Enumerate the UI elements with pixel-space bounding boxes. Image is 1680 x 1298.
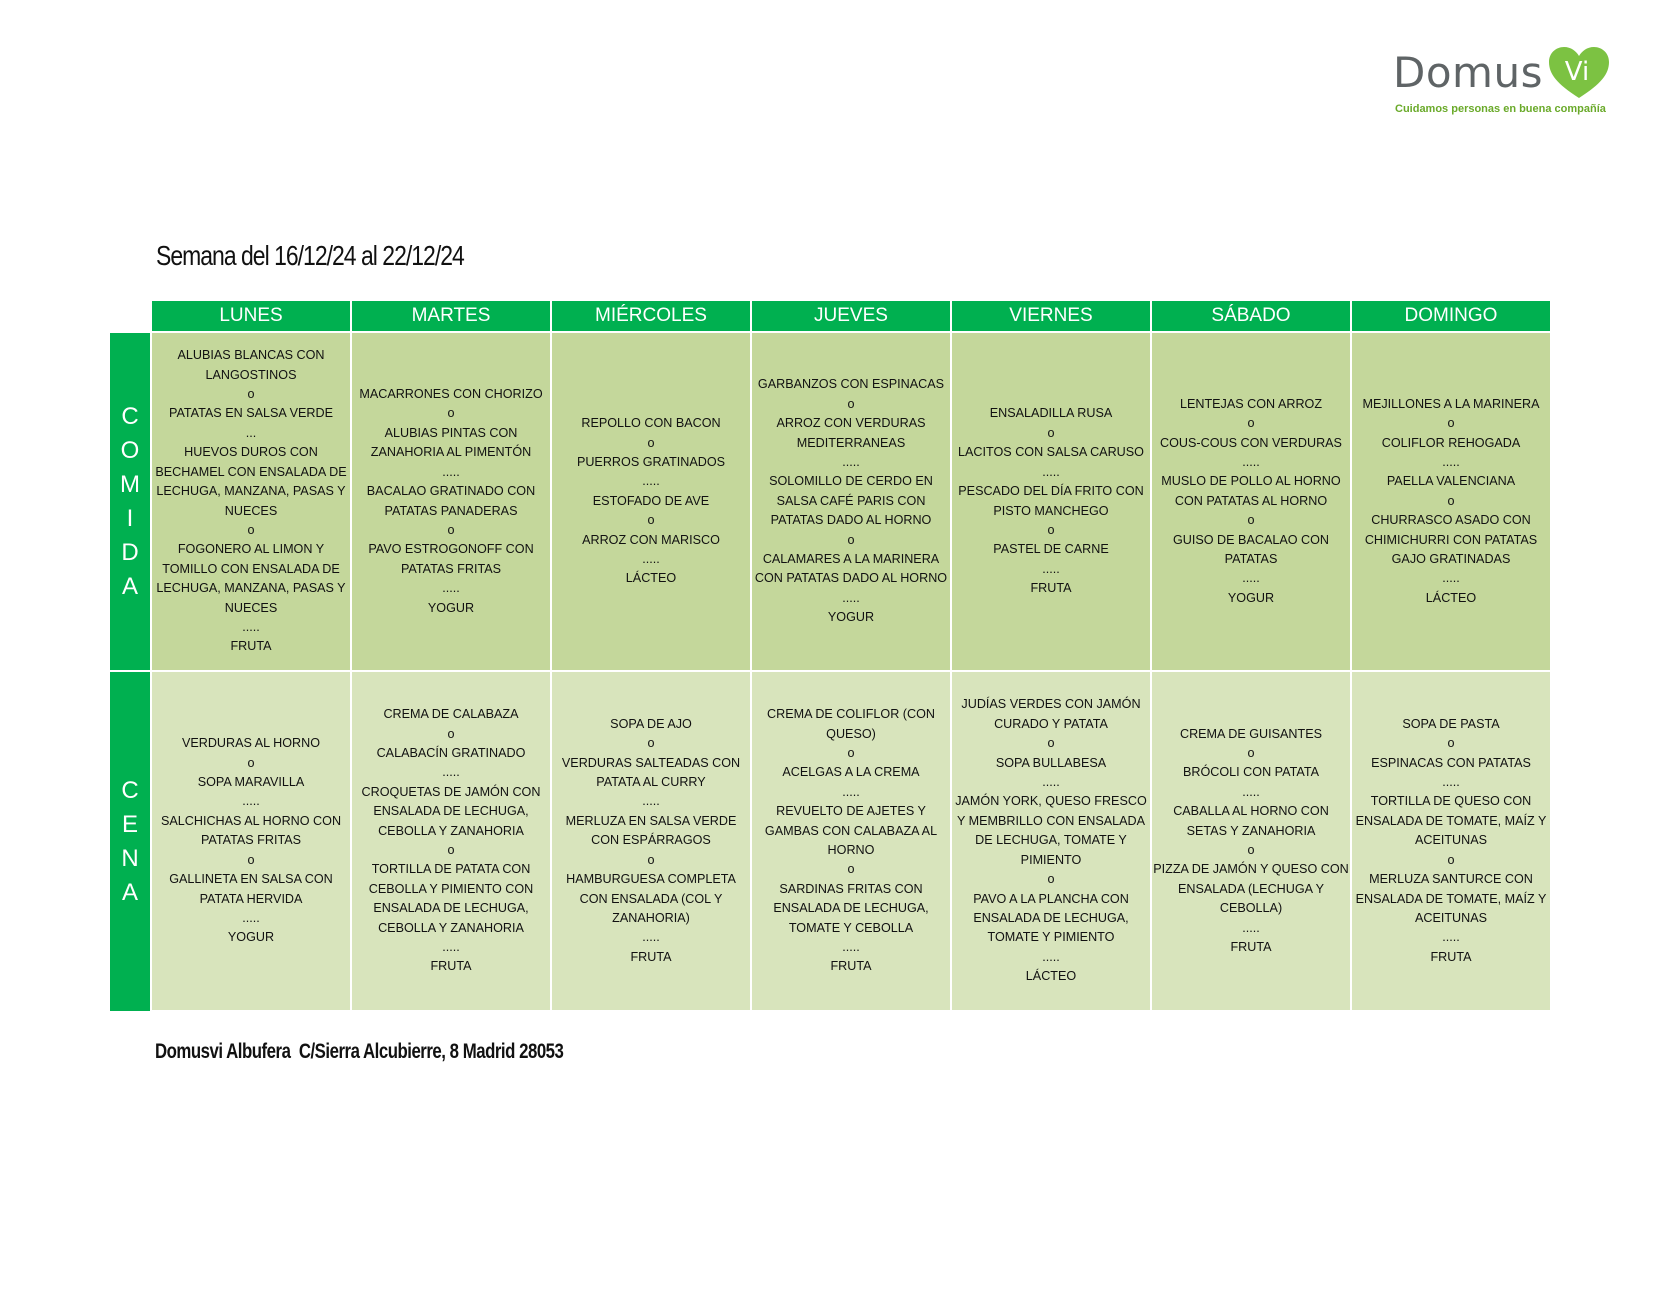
menu-line: ..... — [242, 794, 260, 809]
menu-line: ..... — [1242, 920, 1260, 935]
meal-label-letter: N — [121, 844, 139, 872]
menu-cell-cena-friday — [951, 671, 1151, 1011]
menu-line: TORTILLA DE PATATA CON CEBOLLA Y PIMIENTO CON ENSALADA DE LECHUGA, CEBOLLA Y ZANAHORIA — [368, 862, 534, 935]
menu-line: LÁCTEO — [1425, 590, 1477, 605]
menu-line: MERLUZA SANTURCE CON ENSALADA DE TOMATE, MAÍZ Y ACEITUNAS — [1355, 872, 1547, 925]
menu-line: CALAMARES A LA MARINERA CON PATATAS DADO AL HORNO — [754, 552, 948, 586]
menu-line: PESCADO DEL DÍA FRITO CON PISTO MANCHEGO — [958, 484, 1144, 518]
menu-line: YOGUR — [827, 610, 875, 625]
meal-label-letter: A — [121, 572, 138, 600]
menu-line: PAELLA VALENCIANA — [1386, 474, 1516, 489]
menu-cell-cena-wednesday — [551, 671, 751, 1011]
menu-line: PIZZA DE JAMÓN Y QUESO CON ENSALADA (LECHUGA Y CEBOLLA) — [1153, 862, 1349, 916]
menu-line: ..... — [1442, 571, 1460, 586]
menu-line: YOGUR — [427, 600, 475, 615]
menu-line: TORTILLA DE QUESO CON ENSALADA DE TOMATE, MAÍZ Y ACEITUNAS — [1355, 794, 1547, 848]
menu-line: LACITOS CON SALSA CARUSO — [958, 445, 1144, 460]
menu-line: CREMA DE COLIFLOR (CON QUESO) — [767, 707, 935, 741]
menu-line: o — [1447, 852, 1455, 867]
menu-line: ..... — [1042, 464, 1060, 479]
menu-line: ..... — [1042, 561, 1060, 576]
menu-line: o — [247, 522, 255, 537]
menu-line: o — [847, 745, 855, 760]
menu-line: GALLINETA EN SALSA CON PATATA HERVIDA — [169, 872, 333, 906]
menu-line: o — [1247, 745, 1255, 760]
menu-line: ..... — [1442, 930, 1460, 945]
menu-line: CABALLA AL HORNO CON SETAS Y ZANAHORIA — [1173, 804, 1329, 838]
menu-line: FRUTA — [430, 959, 472, 974]
menu-line: SALCHICHAS AL HORNO CON PATATAS FRITAS — [160, 813, 342, 848]
menu-line: LÁCTEO — [1025, 969, 1077, 984]
menu-line: JAMÓN YORK, QUESO FRESCO Y MEMBRILLO CON ENSALADA DE LECHUGA, TOMATE Y PIMIENTO — [955, 794, 1147, 867]
meal-label-comida — [110, 332, 151, 671]
menu-line: COUS-COUS CON VERDURAS — [1160, 435, 1342, 450]
menu-cell-comida-tuesday — [351, 332, 551, 671]
meal-label-letter: D — [121, 538, 139, 566]
day-header-friday: VIERNES — [951, 301, 1151, 332]
logo-heart-letters: Vi — [1564, 57, 1590, 87]
menu-line: o — [447, 726, 455, 741]
meal-label-letter: C — [121, 776, 139, 804]
menu-line: PATATAS EN SALSA VERDE — [169, 406, 333, 421]
menu-line: FOGONERO AL LIMON Y TOMILLO CON ENSALADA DE LECHUGA, MANZANA, PASAS Y NUECES — [156, 542, 346, 615]
menu-line: ..... — [1242, 784, 1260, 799]
menu-line: PAVO A LA PLANCHA CON ENSALADA DE LECHUGA, TOMATE Y PIMIENTO — [973, 891, 1129, 945]
menu-line: CREMA DE CALABAZA — [383, 707, 519, 722]
menu-line: ACELGAS A LA CREMA — [782, 765, 920, 780]
domusvi-logo — [1393, 42, 1623, 122]
menu-line: ALUBIAS BLANCAS CON LANGOSTINOS — [177, 348, 325, 382]
weekly-menu-table — [110, 301, 1552, 1012]
menu-line: VERDURAS AL HORNO — [181, 736, 321, 751]
meal-label-letter: I — [126, 504, 134, 532]
menu-line: o — [647, 435, 655, 450]
menu-cell-comida-friday — [951, 332, 1151, 671]
menu-line: COLIFLOR REHOGADA — [1381, 435, 1521, 450]
menu-line: ..... — [1042, 949, 1060, 964]
menu-line: VERDURAS SALTEADAS CON PATATA AL CURRY — [561, 755, 741, 790]
menu-cell-comida-wednesday — [551, 332, 751, 671]
meal-label-letter: C — [121, 402, 139, 430]
menu-line: CROQUETAS DE JAMÓN CON ENSALADA DE LECHUGA, CEBOLLA Y ZANAHORIA — [361, 784, 541, 838]
menu-line: ..... — [842, 590, 860, 605]
menu-line: GARBANZOS CON ESPINACAS — [757, 377, 945, 392]
menu-line: ..... — [442, 940, 460, 955]
menu-line: ALUBIAS PINTAS CON ZANAHORIA AL PIMENTÓN — [370, 425, 532, 460]
menu-line: o — [1447, 736, 1455, 751]
menu-line: ..... — [442, 464, 460, 479]
menu-line: ..... — [642, 794, 660, 809]
menu-line: FRUTA — [830, 959, 872, 974]
menu-line: REVUELTO DE AJETES Y GAMBAS CON CALABAZA AL HORNO — [764, 804, 938, 857]
menu-line: o — [247, 852, 255, 867]
menu-line: o — [847, 532, 855, 547]
menu-line: LÁCTEO — [625, 571, 677, 586]
menu-cell-cena-tuesday — [351, 671, 551, 1011]
menu-line: PASTEL DE CARNE — [993, 542, 1109, 557]
meal-label-letter: E — [121, 810, 138, 838]
menu-line: SOPA MARAVILLA — [197, 775, 305, 790]
menu-line: ARROZ CON MARISCO — [582, 532, 720, 547]
page-title: Semana del 16/12/24 al 22/12/24 — [156, 240, 464, 271]
menu-line: o — [1047, 425, 1055, 440]
menu-line: MUSLO DE POLLO AL HORNO CON PATATAS AL HORNO — [1161, 474, 1341, 508]
menu-cell-cena-saturday — [1151, 671, 1351, 1011]
menu-line: GUISO DE BACALAO CON PATATAS — [1172, 532, 1330, 567]
menu-line: ... — [245, 425, 257, 440]
menu-line: o — [1247, 416, 1255, 431]
day-header-wednesday: MIÉRCOLES — [551, 301, 751, 332]
menu-line: o — [447, 843, 455, 857]
menu-line: SOLOMILLO DE CERDO EN SALSA CAFÉ PARIS CON PATATAS DADO AL HORNO — [769, 474, 933, 528]
menu-line: o — [647, 513, 655, 528]
menu-line: MERLUZA EN SALSA VERDE CON ESPÁRRAGOS — [565, 813, 737, 848]
menu-line: ..... — [642, 930, 660, 945]
menu-cell-cena-thursday — [751, 671, 951, 1011]
menu-line: o — [1247, 843, 1255, 857]
menu-line: ..... — [842, 454, 860, 469]
menu-line: o — [1247, 513, 1255, 528]
day-header-tuesday: MARTES — [351, 301, 551, 332]
meal-label-letter: O — [120, 436, 140, 464]
menu-line: MACARRONES CON CHORIZO — [359, 387, 543, 402]
footer-address: Domusvi Albufera C/Sierra Alcubierre, 8 Madrid 28053 — [155, 1040, 564, 1063]
menu-line: o — [647, 736, 655, 751]
day-header-monday: LUNES — [151, 301, 351, 332]
menu-line: ..... — [1242, 454, 1260, 469]
menu-line: ..... — [442, 581, 460, 596]
menu-line: o — [1447, 416, 1455, 431]
menu-line: o — [847, 862, 855, 877]
meal-label-cena — [110, 671, 151, 1011]
table-corner — [110, 301, 151, 332]
menu-line: JUDÍAS VERDES CON JAMÓN CURADO Y PATATA — [961, 697, 1141, 731]
menu-line: ESTOFADO DE AVE — [592, 493, 710, 508]
menu-line: ENSALADILLA RUSA — [989, 406, 1113, 421]
menu-cell-cena-sunday — [1351, 671, 1551, 1011]
menu-line: ..... — [1442, 775, 1460, 790]
meal-row-cena — [110, 671, 1551, 1011]
menu-line: FRUTA — [630, 949, 672, 964]
menu-line: o — [847, 396, 855, 411]
menu-line: FRUTA — [1430, 949, 1472, 964]
menu-cell-comida-monday — [151, 332, 351, 671]
menu-line: HAMBURGUESA COMPLETA CON ENSALADA (COL Y ZANAHORIA) — [566, 872, 736, 925]
menu-line: ..... — [642, 474, 660, 489]
menu-line: CALABACÍN GRATINADO — [376, 745, 526, 760]
day-header-sunday: DOMINGO — [1351, 301, 1551, 332]
menu-cell-comida-sunday — [1351, 332, 1551, 671]
day-header-row — [110, 301, 1551, 332]
logo-wordmark: Domus — [1393, 48, 1543, 97]
menu-line: BACALAO GRATINADO CON PATATAS PANADERAS — [366, 484, 536, 518]
menu-line: SARDINAS FRITAS CON ENSALADA DE LECHUGA, TOMATE Y CEBOLLA — [773, 881, 929, 935]
menu-line: o — [1047, 872, 1055, 887]
menu-line: PAVO ESTROGONOFF CON PATATAS FRITAS — [368, 542, 534, 576]
menu-line: ..... — [842, 784, 860, 799]
menu-line: ..... — [442, 765, 460, 780]
menu-line: o — [1047, 736, 1055, 751]
menu-line: FRUTA — [230, 639, 272, 654]
menu-line: o — [447, 406, 455, 421]
menu-line: CREMA DE GUISANTES — [1179, 726, 1323, 741]
menu-line: o — [247, 387, 255, 402]
menu-line: ..... — [1442, 454, 1460, 469]
day-header-saturday: SÁBADO — [1151, 301, 1351, 332]
menu-line: PUERROS GRATINADOS — [576, 454, 726, 469]
menu-line: SOPA BULLABESA — [995, 755, 1107, 770]
menu-line: ESPINACAS CON PATATAS — [1371, 755, 1531, 770]
menu-line: ..... — [242, 619, 260, 634]
menu-line: LENTEJAS CON ARROZ — [1179, 396, 1323, 411]
menu-line: ..... — [242, 910, 260, 925]
menu-line: o — [447, 522, 455, 537]
menu-line: MEJILLONES A LA MARINERA — [1362, 396, 1540, 411]
menu-line: YOGUR — [1227, 590, 1275, 605]
menu-line: o — [1047, 522, 1055, 537]
menu-line: o — [247, 755, 255, 770]
menu-line: ..... — [842, 940, 860, 955]
menu-line: YOGUR — [227, 930, 275, 945]
meal-label-letter: M — [120, 470, 140, 498]
menu-line: HUEVOS DUROS CON BECHAMEL CON ENSALADA DE LECHUGA, MANZANA, PASAS Y NUECES — [155, 445, 347, 518]
menu-line: FRUTA — [1030, 581, 1072, 596]
menu-line: SOPA DE AJO — [610, 716, 692, 731]
meal-row-comida — [110, 332, 1551, 671]
menu-cell-comida-saturday — [1151, 332, 1351, 671]
meal-label-letter: A — [121, 878, 138, 906]
menu-line: ..... — [642, 552, 660, 567]
menu-line: SOPA DE PASTA — [1402, 716, 1500, 731]
menu-line: ..... — [1242, 571, 1260, 586]
menu-cell-comida-thursday — [751, 332, 951, 671]
menu-line: FRUTA — [1230, 940, 1272, 955]
menu-line: ARROZ CON VERDURAS MEDITERRANEAS — [776, 416, 926, 450]
heart-icon — [1547, 46, 1611, 100]
menu-line: BRÓCOLI CON PATATA — [1183, 765, 1319, 780]
logo-tagline: Cuidamos personas en buena compañía — [1395, 103, 1606, 115]
day-header-thursday: JUEVES — [751, 301, 951, 332]
menu-line: o — [647, 852, 655, 867]
menu-cell-cena-monday — [151, 671, 351, 1011]
menu-line: REPOLLO CON BACON — [581, 416, 721, 431]
menu-line: ..... — [1042, 775, 1060, 790]
menu-line: o — [1447, 493, 1455, 508]
menu-line: CHURRASCO ASADO CON CHIMICHURRI CON PATATAS GAJO GRATINADAS — [1364, 513, 1538, 567]
